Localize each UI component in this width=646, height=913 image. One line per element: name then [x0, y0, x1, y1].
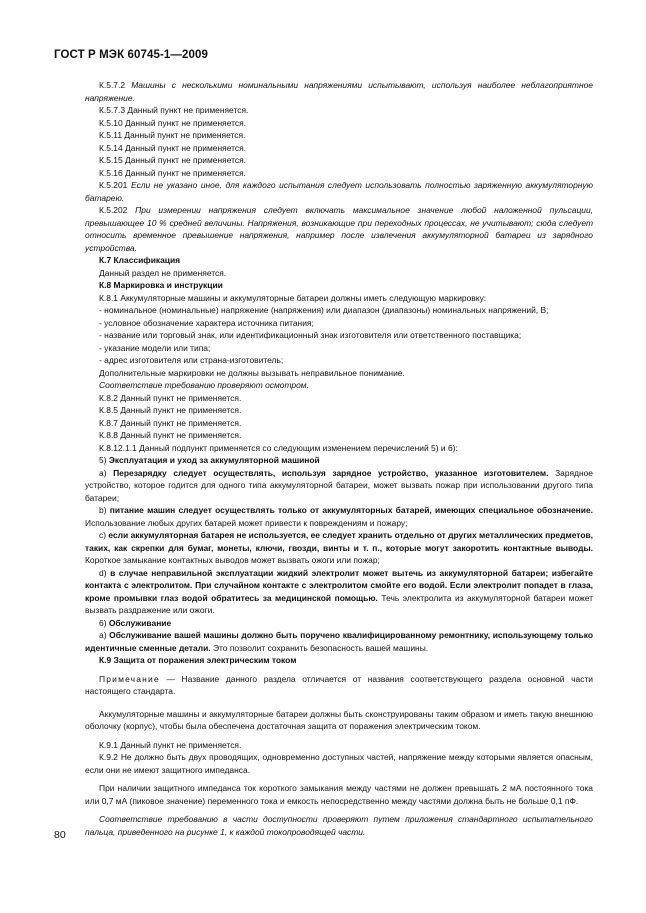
clause-k8-7: К.8.7 Данный пункт не применяется. — [99, 417, 242, 428]
item-5b: b) питание машин следует осуществлять только от аккумуляторных батарей, имеющих специальное обозначение. Использование любых других батарей может привести к повреждениям и пожару; — [85, 505, 593, 528]
section-k7-text: Данный раздел не применяется. — [99, 267, 227, 278]
standard-header: ГОСТ Р МЭК 60745-1—2009 — [54, 49, 208, 61]
compliance-check: Соответствие требованию проверяют осмотром. — [99, 380, 309, 390]
heading-k8: К.8 Маркировка и инструкции — [99, 280, 223, 290]
clause-k8-1: К.8.1 Аккумуляторные машины и аккумуляторные батареи должны иметь следующую маркировку: — [99, 292, 487, 303]
marking-item: - номинальное (номинальные) напряжение (напряжения) или диапазон (диапазоны) номинальных напряжений, В; — [99, 305, 549, 315]
item-5a: а) Перезарядку следует осуществлять, используя зарядное устройство, указанное изготовителем. Зарядное устройство, которое годится для одного типа аккумуляторной батареи, может вызвать пожар при использовании другого типа батареи; — [85, 467, 594, 503]
clause-k5-201: К.5.201 Если не указано иное, для каждого испытания следует использовать полностью заряженную аккумуляторную батарею. — [85, 180, 593, 203]
item-6a: а) Обслуживание вашей машины должно быть поручено квалифицированному ремонтнику, использующему только идентичные сменные детали. Это позволит сохранить безопасность вашей машины. — [85, 630, 593, 653]
item-6: 6) Обслуживание — [99, 617, 172, 628]
section-k9-text: Аккумуляторные машины и аккумуляторные батареи должны быть сконструированы таким образом и иметь такую внешнюю оболочку (корпус), чтобы была обеспечена достаточная защита от поражения электрическим током. — [85, 708, 593, 731]
heading-k7: К.7 Классификация — [99, 255, 181, 265]
clause-k5-16: К.5.16 Данный пункт не применяется. — [99, 167, 247, 178]
clause-k8-2: К.8.2 Данный пункт не применяется. — [99, 392, 242, 403]
item-5d: d) в случае неправильной эксплуатации жидкий электролит может вытечь из аккумуляторной батареи; избегайте контакта с электролитом. При случайном контакте с электролитом смойте его водой. Если электролит попадет в глаза, кроме промывки глаз водой обратитесь за медицинской помощью. Течь электролита из аккумуляторной батареи может вызвать раздражение или ожоги. — [85, 567, 593, 615]
clause-k5-202: К.5.202 При измерении напряжения следует включать максимальное значение любой наложенной пульсации, превышающее 10 % средней величины. Напряжения, возникающие при переходных процессах, не учитывают; сюда следует относить временное превышение напряжения, например после извлечения аккумуляторной батареи из зарядного устройства. — [85, 205, 593, 253]
marking-item: - название или торговый знак, или идентификационный знак изготовителя или ответственного поставщика; — [99, 330, 522, 340]
note: Примечание — Название данного раздела отличается от названия соответствующего раздела основной части настоящего стандарта. — [85, 673, 593, 696]
clause-k5-15: К.5.15 Данный пункт не применяется. — [99, 155, 247, 165]
clause-k8-12-1-1: К.8.12.1.1 Данный подпункт применяется со следующим изменением перечислений 5) и 6): — [99, 442, 458, 453]
clause-k5-7-2: К.5.7.2 Машины с несколькими номинальными напряжениями испытывают, используя наиболее неблагоприятное напряжение. — [85, 80, 593, 103]
clause-k5-10: К.5.10 Данный пункт не применяется. — [99, 117, 247, 128]
compliance-check: Соответствие требованию в части доступности проверяют путем приложения стандартного испытательного пальца, приведенного на рисунке 1, к каждой токопроводящей части. — [85, 814, 593, 837]
marking-item: - условное обозначение характера источника питания; — [99, 317, 314, 328]
clause-k8-8: К.8.8 Данный пункт не применяется. — [99, 430, 242, 440]
clause-k5-14: К.5.14 Данный пункт не применяется. — [99, 142, 247, 153]
page-number: 80 — [54, 829, 66, 841]
clause-k5-7-3: К.5.7.3 Данный пункт не применяется. — [99, 105, 249, 115]
marking-item: - адрес изготовителя или страна-изготовитель; — [99, 355, 284, 365]
document-body — [85, 79, 593, 838]
marking-item: - указание модели или типа; — [99, 342, 211, 353]
clause-k9-2: К.9.2 Не должно быть двух проводящих, одновременно доступных частей, напряжение между которыми является опасным, если они не имеют защитного импеданса. — [85, 752, 593, 775]
heading-k9: К.9 Защита от поражения электрическим током — [99, 655, 297, 665]
item-5c: с) если аккумуляторная батарея не используется, ее следует хранить отдельно от других металлических предметов, таких, как скрепки для бумаг, монеты, ключи, гвозди, винты и т. п., которые могут закоротить контактные выводы. Короткое замыкание контактных выводов может вызвать ожоги или пожар; — [85, 530, 594, 565]
protective-impedance-text: При наличии защитного импеданса ток короткого замыкания между частями не должен превышать 2 мА постоянного тока или 0,7 мА (пиковое значение) переменного тока и емкость непосредственно между частями должна быть не больше 0,1 пФ. — [85, 783, 593, 806]
clause-k8-5: К.8.5 Данный пункт не применяется. — [99, 405, 242, 415]
clause-k9-1: К.9.1 Данный пункт не применяется. — [99, 739, 242, 750]
marking-note: Дополнительные маркировки не должны вызывать неправильное понимание. — [99, 367, 405, 378]
item-5: 5) Эксплуатация и уход за аккумуляторной машиной — [99, 455, 320, 465]
clause-k5-11: К.5.11 Данный пункт не применяется. — [99, 130, 246, 140]
